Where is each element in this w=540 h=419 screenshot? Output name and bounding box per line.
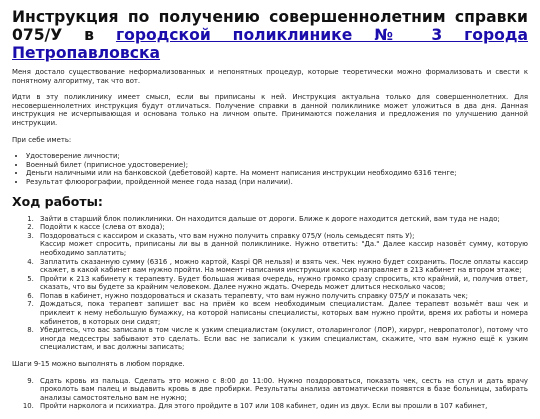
step-item <box>36 275 528 292</box>
step-text: 5. Пройти к 213 кабинету к терапевту. Будет большая живая очередь, нужно громко сразу спросить, кто крайний, и, получив ответ, сказать, что вы будете за крайним человеком. Далее нужно ждать. Очередь может длиться несколько часов; <box>40 274 528 292</box>
list-item: • Военный билет (приписное удостоверение); <box>26 161 528 170</box>
step-item <box>36 232 528 258</box>
step-text: 10. Пройти нарколога и психиатра. Для этого пройдите в 107 или 108 кабинет, один из двух. Если вы прошли в 107 кабинет, <box>40 402 488 411</box>
section-heading: Ход работы: <box>12 193 103 209</box>
list-item: • Удостоверение личности; <box>26 152 528 161</box>
step-text: 8. Убедитесь, что вас записали в том числе к узким специалистам (окулист, отоларинголог (ЛОР), хирург, невропатолог), потому что иногда медсестры забывают это сделать. Если вас не записали к узким специалистам, скажите, что вам нужно ещё к узким специалистам, и вас должны записать; <box>40 326 528 352</box>
step-item <box>36 223 528 232</box>
items-to-bring-list <box>12 152 528 186</box>
step-text: 4. Заплатить сказанную сумму (6316 , можно картой, Kaspi QR нельзя) и взять чек. Чек нужно будет сохранить. После оплаты кассир скажет, в какой кабинет вам нужно пройти. На момент написания инструкции кассир направляет в 213 кабинет на втором этаже; <box>40 257 528 275</box>
step-text: 3. Поздороваться с кассиром и сказать, что вам нужно получить справку 075/У (ноль семьдесят пять У); <box>40 231 415 240</box>
steps-list <box>12 215 528 353</box>
bring-label: При себе иметь: <box>12 135 72 144</box>
intro-paragraph-1: Меня достало существование неформализованных и непонятных процедур, которые теоретически можно формализовать и свести к понятному алгоритму, так что вот. <box>12 68 528 85</box>
step-item <box>36 326 528 352</box>
step-item <box>36 300 528 326</box>
intro-paragraph-2: Идти в эту поликлинику имеет смысл, если вы приписаны к ней. Инструкция актуальна только для совершеннолетних. Для несовершеннолетних инструкция будут отличаться. Получение справки в данной поликлинике может уложиться в два дня. Данная инструкция не исчерпывающая и основана только на личном опыте. Принимаются пожелания и предложения по улучшению данной инструкции. <box>12 93 528 127</box>
page-title <box>12 8 528 62</box>
step-text: 1. Зайти в старший блок поликлиники. Он находится дальше от дороги. Ближе к дороге находится детский, вам туда не надо; <box>40 214 500 223</box>
step-text: 2. Подойти к кассе (слева от входа); <box>40 223 165 232</box>
list-item: • Деньги наличными или на банковской (дебетовой) карте. На момент написания инструкции необходимо 6316 тенге; <box>26 169 528 178</box>
title-prefix: Инструкция по получению совершеннолетним справки 075/У в <box>12 8 528 44</box>
steps-note: Шаги 9-15 можно выполнять в любом порядке. <box>12 360 185 369</box>
step-item <box>36 402 528 411</box>
step-item <box>36 377 528 403</box>
step-item <box>36 215 528 224</box>
step-text: 9. Сдать кровь из пальца. Сделать это можно с 8:00 до 11:00. Нужно поздороваться, показать чек, сесть на стул и дать врачу проколоть вам палец и выдавить кровь в две пробирки. Результаты анализа автоматически появятся в базе больницы, забирать анализы самостоятельно вам не нужно; <box>40 376 528 402</box>
step-text: 6. Попав в кабинет, нужно поздороваться и сказать терапевту, что вам нужно получить справку 075/У и показать чек; <box>40 291 468 300</box>
step-text: Кассир может спросить, приписаны ли вы в данной поликлинике. Нужно ответить: "Да." Далее кассир назовёт сумму, которую необходимо заплатить; <box>40 240 528 257</box>
clinic-link[interactable]: городской поликлинике № 3 города Петропавловска <box>12 26 528 62</box>
list-item: • Результат флюорографии, пройденной менее года назад (при наличии). <box>26 178 528 187</box>
step-item <box>36 292 528 301</box>
document-page <box>12 8 528 419</box>
step-text: 7. Дождаться, пока терапевт запишет вас на приём ко всем необходимым специалистам. Далее терапевт возьмёт ваш чек и приклеит к нему небольшую бумажку, на которой написаны специалисты, которых вам нужно пройти, время их работы и номера кабинетов, в которых они сидят; <box>40 300 528 326</box>
steps-list-continued <box>12 377 528 411</box>
step-item <box>36 258 528 275</box>
